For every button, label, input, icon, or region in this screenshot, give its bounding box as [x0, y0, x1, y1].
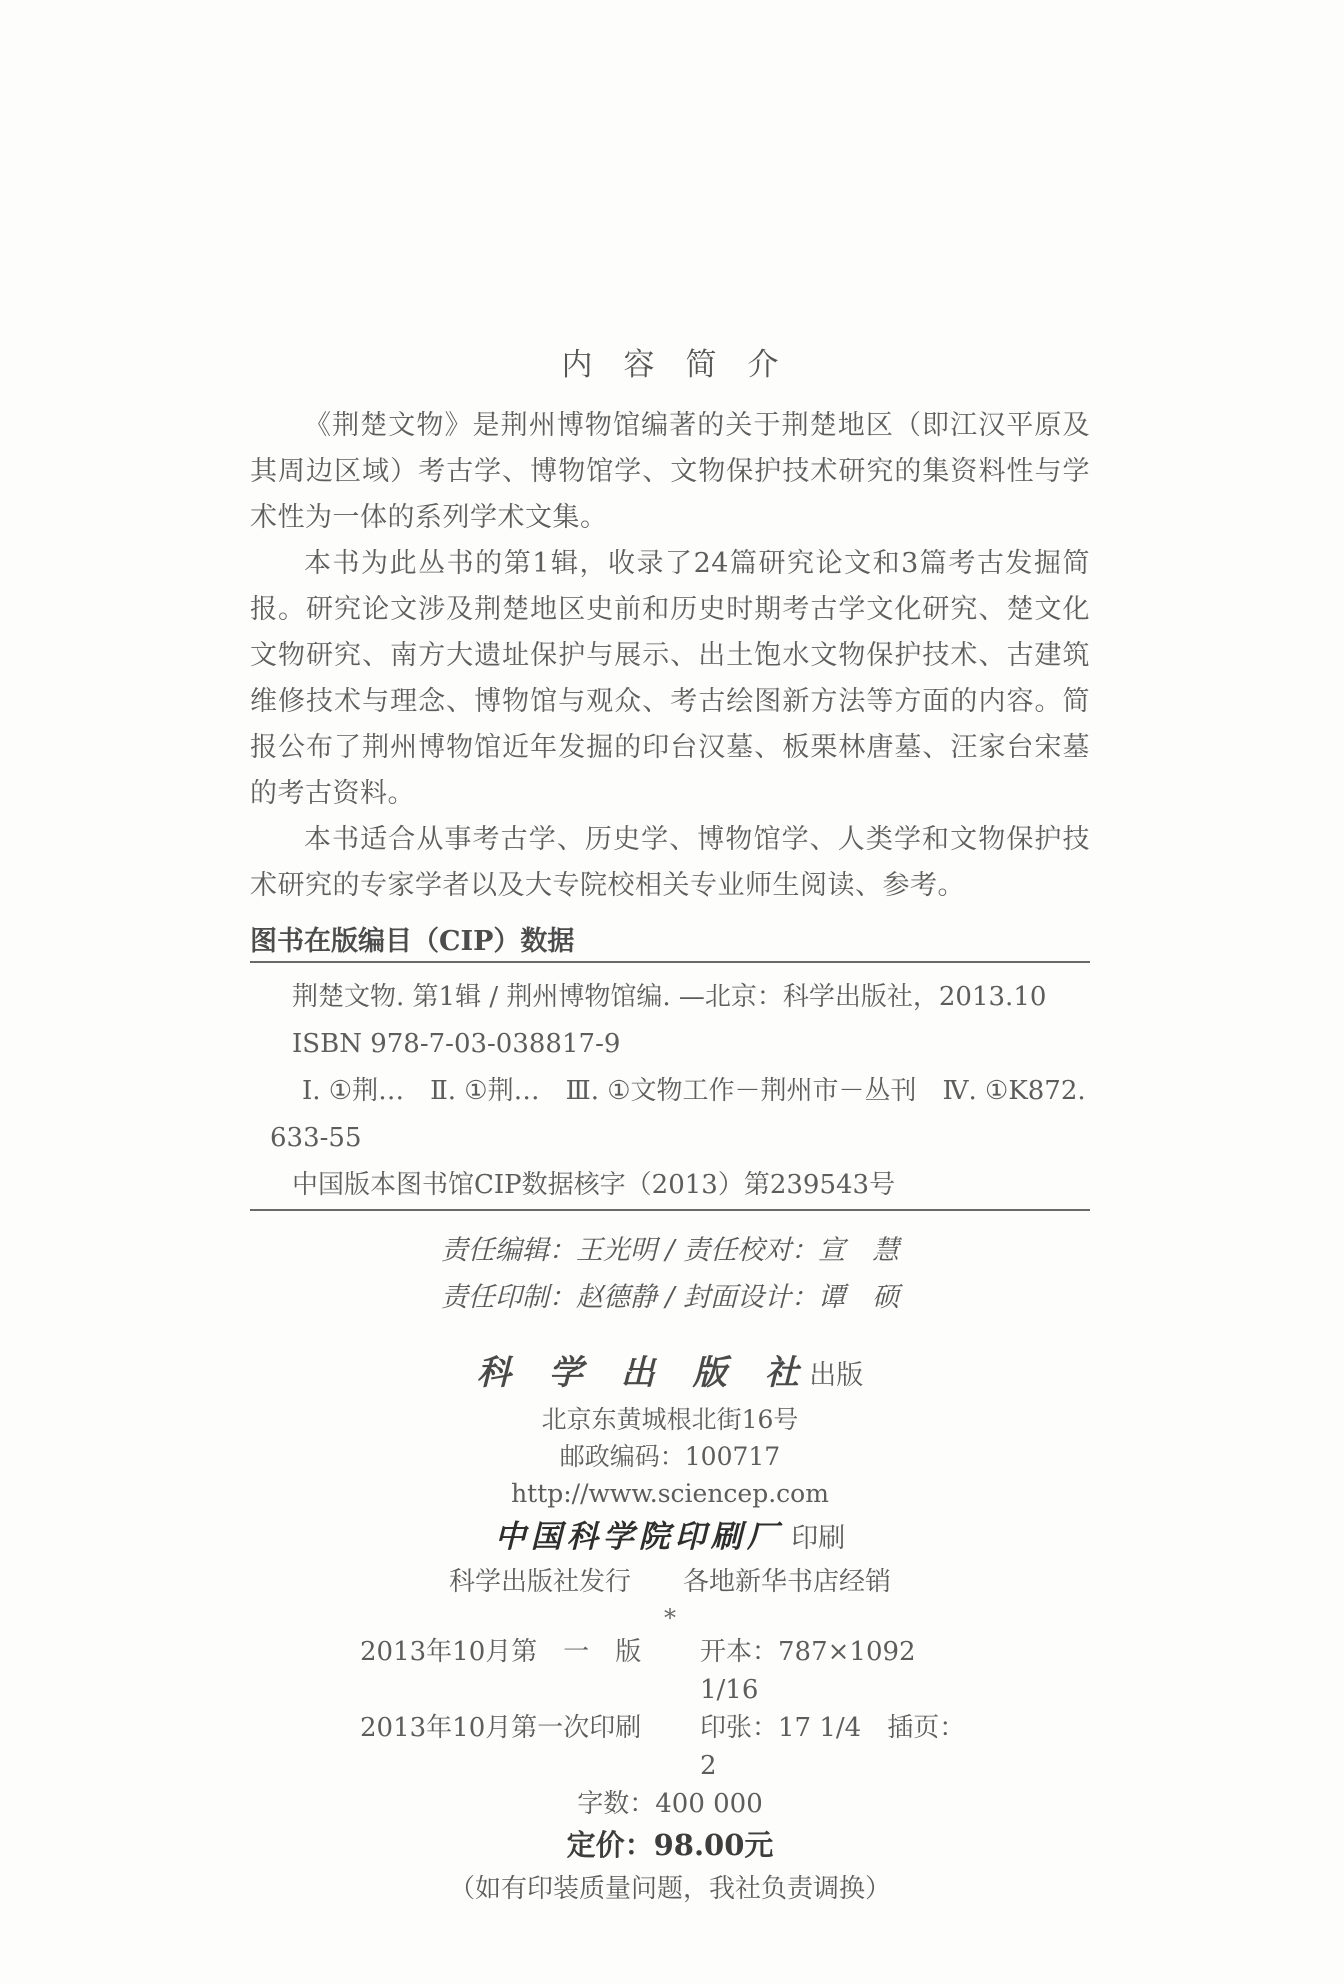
cip-section [250, 923, 1090, 1211]
publisher-name-suffix: 出版 [800, 1360, 864, 1391]
format-spec: 开本：787×1092 1/16 [700, 1637, 942, 1705]
intro-paragraph-1: 《荆楚文物》是荆州博物馆编著的关于荆楚地区（即江汉平原及其周边区域）考古学、博物馆学、文物保护技术研究的集资料性与学术性为一体的系列学术文集。 [250, 410, 1090, 533]
page-title: 内 容 简 介 [561, 347, 779, 383]
edition-block [250, 1633, 1090, 1911]
price: 定价：98.00元 [566, 1828, 774, 1862]
publisher-name-calligraphy: 科 学 出 版 社 [476, 1353, 801, 1393]
edition-row-2 [250, 1709, 1090, 1785]
printing-date: 2013年10月第一次印刷 [360, 1713, 642, 1743]
cip-rule-bottom [250, 1209, 1090, 1211]
printer-suffix: 印刷 [782, 1523, 846, 1554]
publisher-address: 北京东黄城根北街16号 [541, 1405, 799, 1434]
sheets-inserts-spec: 印张：17 1/4 插页：2 [700, 1713, 966, 1781]
cip-classification-continuation: 633-55 [270, 1123, 362, 1153]
intro-paragraph-3: 本书适合从事考古学、历史学、博物馆学、人类学和文物保护技术研究的专家学者以及大专院校相关专业师生阅读、参考。 [250, 824, 1090, 901]
printer-line [250, 1515, 1090, 1561]
quality-note: （如有印装质量问题，我社负责调换） [448, 1874, 891, 1904]
intro-paragraph-2: 本书为此丛书的第1辑，收录了24篇研究论文和3篇考古发掘简报。研究论文涉及荆楚地区史前和历史时期考古学文化研究、楚文化文物研究、南方大遗址保护与展示、出土饱水文物保护技术、古建筑维修技术与理念、博物馆与观众、考古绘图新方法等方面的内容。简报公布了荆州博物馆近年发掘的印台汉墓、板栗林唐墓、汪家台宋墓的考古资料。 [250, 548, 1090, 809]
publisher-name-line [250, 1348, 1090, 1401]
printer-name-calligraphy: 中国科学院印刷厂 [494, 1519, 783, 1555]
distribution-line: 科学出版社发行 各地新华书店经销 [448, 1567, 891, 1597]
publisher-block [250, 1348, 1090, 1633]
credits-line-printing: 责任印制：赵德静 / 封面设计：谭 硕 [440, 1282, 900, 1313]
section-separator-star: * [664, 1604, 676, 1632]
cip-catalog-line: 荆楚文物. 第1辑 / 荆州博物馆编. —北京：科学出版社，2013.10 [292, 982, 1047, 1012]
cip-isbn-line: ISBN 978-7-03-038817-9 [292, 1029, 621, 1059]
edition-date: 2013年10月第 一 版 [360, 1637, 642, 1667]
content-introduction [250, 403, 1090, 909]
credits-line-editor: 责任编辑：王光明 / 责任校对：宣 慧 [440, 1235, 900, 1266]
cip-classification-line: Ⅰ. ①荆… Ⅱ. ①荆… Ⅲ. ①文物工作－荆州市－丛刊 Ⅳ. ①K872. [302, 1076, 1086, 1106]
cip-heading: 图书在版编目（CIP）数据 [250, 926, 575, 957]
publisher-website: http://www.sciencep.com [511, 1479, 829, 1508]
cip-body [250, 963, 1090, 1209]
staff-credits [250, 1227, 1090, 1321]
cip-record-number-line: 中国版本图书馆CIP数据核字（2013）第239543号 [292, 1170, 896, 1200]
page-content [250, 0, 1090, 1911]
publisher-postcode: 邮政编码：100717 [559, 1442, 781, 1471]
edition-row-1 [250, 1633, 1090, 1709]
word-count: 字数：400 000 [577, 1789, 763, 1819]
